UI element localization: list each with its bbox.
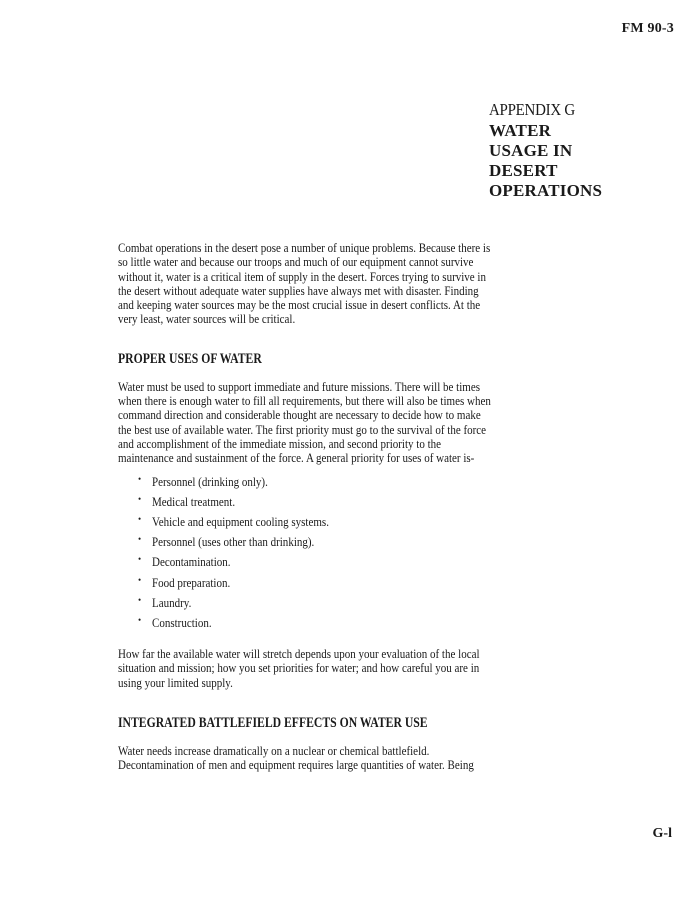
list-item bbox=[138, 492, 493, 512]
bullet-icon: • bbox=[138, 514, 142, 525]
intro-paragraph: Combat operations in the desert pose a number of unique problems. Because there is so little water and because our troops and much of our equipment cannot survive without it, water is a critical item of supply in the desert. Forces trying to survive in the desert without adequate water supplies have always met with disaster. Finding and keeping water sources may be the most crucial issue in desert conflicts. At the very least, water sources will be critical. bbox=[118, 241, 491, 327]
battlefield-effects-paragraph: Water needs increase dramatically on a nuclear or chemical battlefield. Decontamination of men and equipment requires large quantities of water. Being bbox=[118, 743, 474, 773]
bullet-icon: • bbox=[138, 534, 142, 545]
list-item-text: Decontamination. bbox=[152, 555, 231, 570]
list-item bbox=[138, 552, 493, 572]
list-item bbox=[138, 593, 493, 613]
proper-uses-paragraph: Water must be used to support immediate and future missions. There will be times when there is enough water to fill all requirements, but there will also be times when command direction and considerable thought are necessary to decide how to make the best use of available water. The first priority must go to the survival of the force and accomplishment of the immediate mission, and second priority to the maintenance and sustainment of the force. A general priority for uses of water is- bbox=[118, 379, 491, 466]
water-priority-list bbox=[118, 472, 493, 634]
list-item-text: Laundry. bbox=[152, 595, 192, 610]
list-item bbox=[138, 573, 493, 593]
list-item bbox=[138, 613, 493, 633]
document-body bbox=[118, 241, 493, 773]
appendix-heading bbox=[489, 100, 679, 201]
appendix-title-line: DESERT bbox=[489, 161, 558, 180]
list-item-text: Vehicle and equipment cooling systems. bbox=[152, 515, 329, 530]
list-item bbox=[138, 472, 493, 492]
appendix-title bbox=[489, 121, 679, 201]
list-item-text: Personnel (uses other than drinking). bbox=[152, 535, 315, 550]
appendix-title-line: USAGE IN bbox=[489, 141, 573, 160]
bullet-icon: • bbox=[138, 574, 142, 585]
list-item bbox=[138, 512, 493, 532]
list-item bbox=[138, 532, 493, 552]
list-item-text: Food preparation. bbox=[152, 575, 231, 590]
section-heading-proper-uses: PROPER USES OF WATER bbox=[118, 350, 262, 367]
bullet-icon: • bbox=[138, 614, 142, 625]
section-heading-battlefield-effects: INTEGRATED BATTLEFIELD EFFECTS ON WATER USE bbox=[118, 714, 428, 731]
appendix-title-line: OPERATIONS bbox=[489, 181, 603, 200]
appendix-label: APPENDIX G bbox=[489, 100, 575, 119]
list-item-text: Construction. bbox=[152, 615, 212, 630]
page-number: G-l bbox=[652, 826, 672, 841]
list-item-text: Medical treatment. bbox=[152, 494, 236, 509]
appendix-title-line: WATER bbox=[489, 121, 552, 140]
bullet-icon: • bbox=[138, 554, 142, 565]
bullet-icon: • bbox=[138, 493, 142, 504]
closing-paragraph: How far the available water will stretch depends upon your evaluation of the local situation and mission; how you set priorities for water; and how careful you are in using your limited supply. bbox=[118, 647, 480, 690]
list-item-text: Personnel (drinking only). bbox=[152, 474, 268, 489]
bullet-icon: • bbox=[138, 594, 142, 605]
bullet-icon: • bbox=[138, 473, 142, 484]
manual-code: FM 90-3 bbox=[621, 21, 674, 36]
